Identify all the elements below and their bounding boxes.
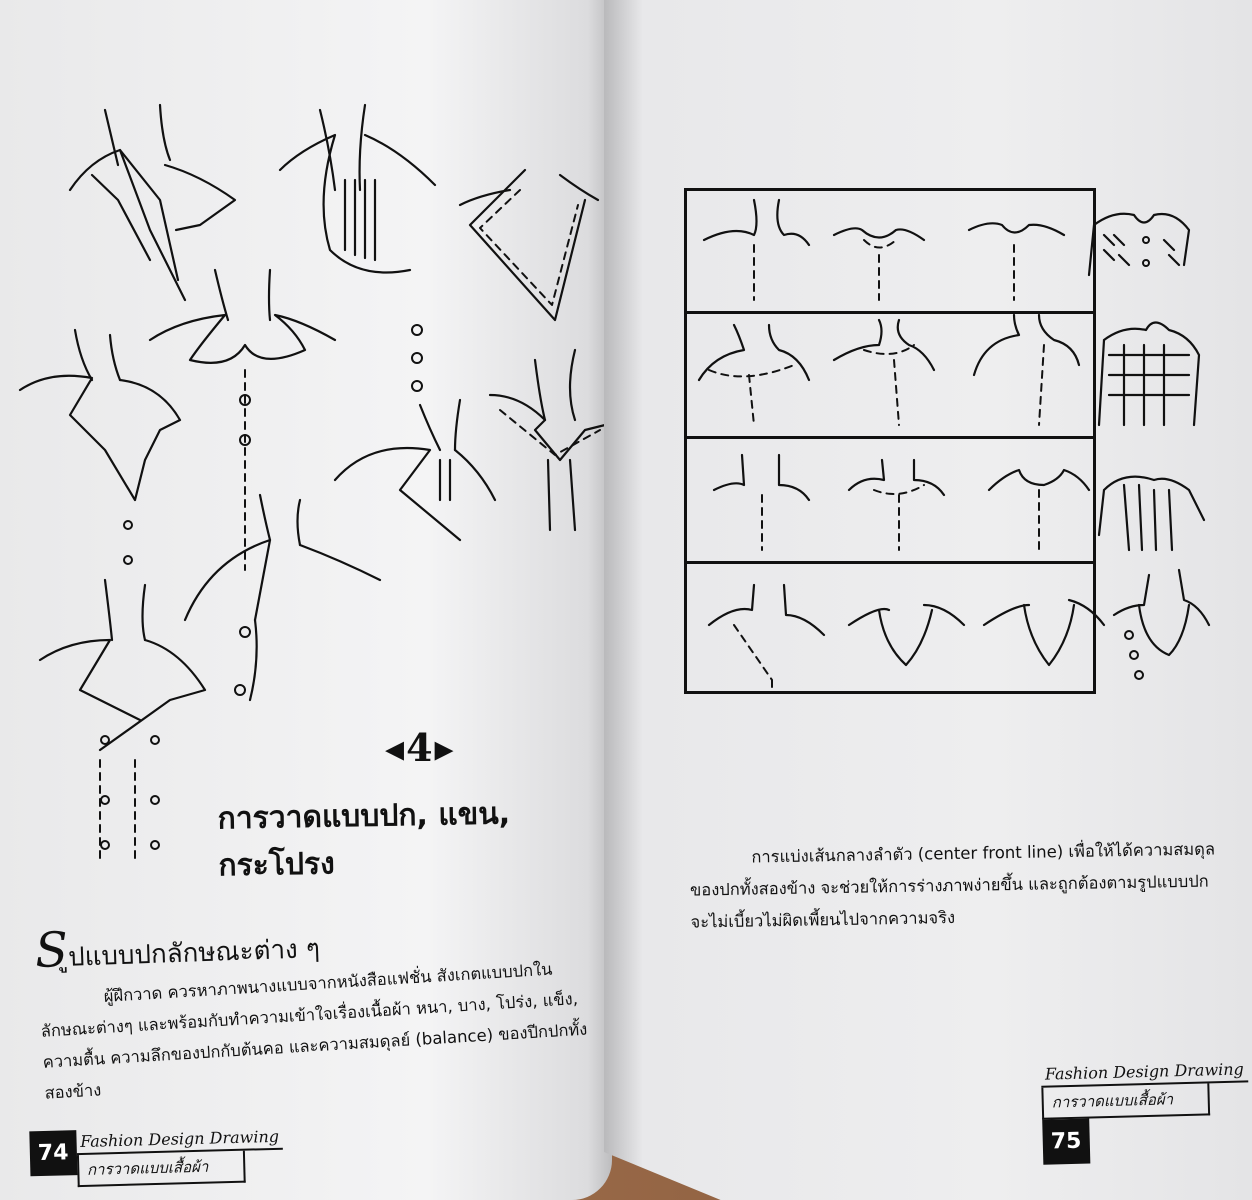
section-heading-text: ูปแบบปกลักษณะต่าง ๆ xyxy=(67,934,321,973)
center-line-diagram-sketches xyxy=(684,185,1244,705)
series-subtitle-right: การวาดแบบเสื้อผ้า xyxy=(1041,1083,1210,1119)
section-heading xyxy=(34,913,320,979)
right-page-footer xyxy=(1041,1057,1252,1164)
page-number-right: 75 xyxy=(1042,1119,1090,1165)
left-footer-box xyxy=(76,1125,284,1187)
series-title-right: Fashion Design Drawing xyxy=(1041,1057,1248,1087)
left-page xyxy=(0,0,612,1200)
series-subtitle-left: การวาดแบบเสื้อผ้า xyxy=(77,1151,246,1187)
left-body-text: ผู้ฝึกวาด ควรหาภาพนางแบบจากหนังสือแฟชั่น สังเกตแบบปกในลักษณะต่างๆ และพร้อมกับทำความเข้าใจเรื่องเนื้อผ้า หนา, บาง, โปร่ง, แข็ง, ความตื้น ความลึกของปกกับต้นคอ และความสมดุลย์ (balance) ของปีกปกทั้งสองข้าง xyxy=(40,959,588,1103)
right-footer-box xyxy=(1041,1057,1249,1119)
section-heading-initial: S xyxy=(34,921,69,979)
right-body-paragraph xyxy=(689,833,1221,938)
right-body-text: การแบ่งเส้นกลางลำตัว (center front line) เพื่อให้ได้ความสมดุลของปกทั้งสองข้าง จะช่วยให้การร่างภาพง่ายขึ้น และถูกต้องตามรูปแบบปกจะไม่เบี้ยวไม่ผิดเพี้ยนไปจากความจริง xyxy=(689,839,1216,932)
series-title-left: Fashion Design Drawing xyxy=(76,1125,283,1155)
page-number-left: 74 xyxy=(29,1130,77,1176)
left-page-footer xyxy=(29,1125,284,1189)
chapter-number: ◂4▸ xyxy=(385,725,456,770)
chapter-title: การวาดแบบปก, แขน, กระโปรง xyxy=(217,796,511,884)
collar-sketches-illustration xyxy=(0,0,612,880)
